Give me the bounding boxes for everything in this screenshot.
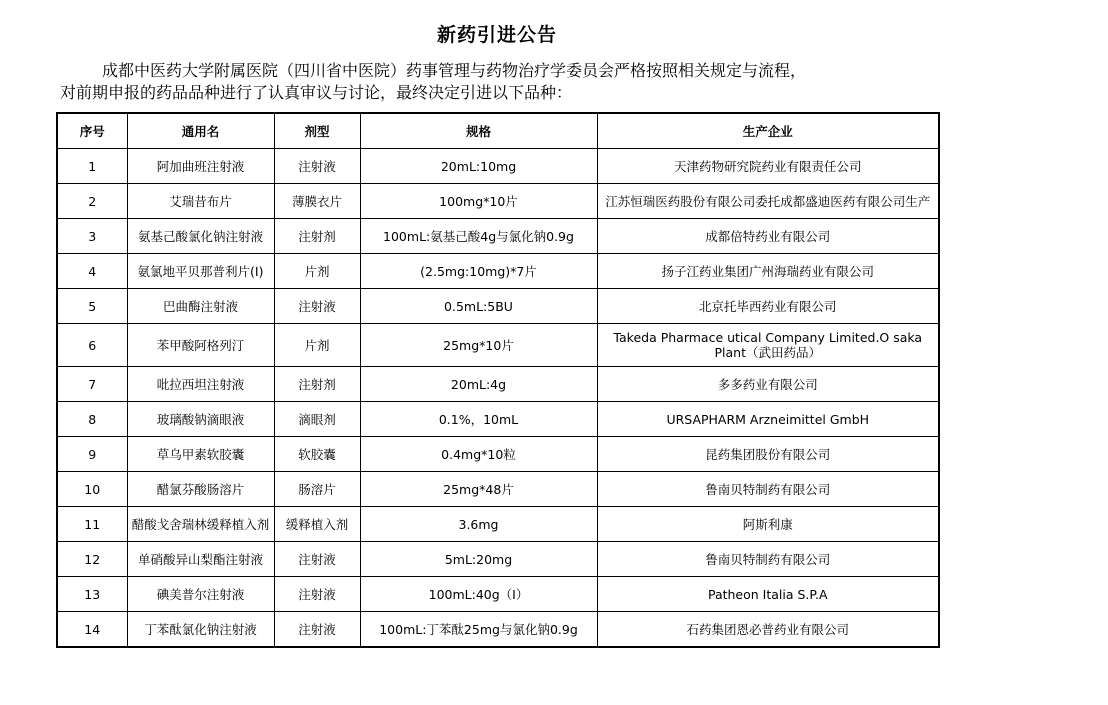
cell-form: 滴眼剂 — [274, 402, 360, 437]
cell-spec: 100mL:丁苯酞25mg与氯化钠0.9g — [360, 612, 597, 648]
cell-no: 2 — [57, 184, 127, 219]
cell-form: 注射液 — [274, 577, 360, 612]
cell-name: 巴曲酶注射液 — [127, 289, 274, 324]
cell-spec: 20mL:4g — [360, 367, 597, 402]
table-row — [57, 472, 939, 507]
table-row — [57, 149, 939, 184]
cell-no: 6 — [57, 324, 127, 367]
cell-spec: 20mL:10mg — [360, 149, 597, 184]
table-row — [57, 289, 939, 324]
cell-name: 丁苯酞氯化钠注射液 — [127, 612, 274, 648]
cell-spec: 3.6mg — [360, 507, 597, 542]
cell-no: 14 — [57, 612, 127, 648]
cell-form: 注射液 — [274, 289, 360, 324]
cell-manufacturer: 北京托毕西药业有限公司 — [597, 289, 939, 324]
header-form: 剂型 — [274, 113, 360, 149]
cell-form: 注射液 — [274, 612, 360, 648]
cell-name: 阿加曲班注射液 — [127, 149, 274, 184]
page-title: 新药引进公告 — [436, 24, 557, 46]
cell-form: 薄膜衣片 — [274, 184, 360, 219]
cell-manufacturer: 扬子江药业集团广州海瑞药业有限公司 — [597, 254, 939, 289]
cell-spec: 25mg*48片 — [360, 472, 597, 507]
cell-manufacturer: Patheon Italia S.P.A — [597, 577, 939, 612]
cell-manufacturer: 江苏恒瑞医药股份有限公司委托成都盛迪医药有限公司生产 — [597, 184, 939, 219]
drug-table — [56, 112, 940, 648]
table-row — [57, 507, 939, 542]
header-no: 序号 — [57, 113, 127, 149]
cell-manufacturer: URSAPHARM Arzneimittel GmbH — [597, 402, 939, 437]
cell-spec: 100mg*10片 — [360, 184, 597, 219]
cell-manufacturer: 鲁南贝特制药有限公司 — [597, 542, 939, 577]
header-spec: 规格 — [360, 113, 597, 149]
cell-form: 缓释植入剂 — [274, 507, 360, 542]
cell-no: 4 — [57, 254, 127, 289]
cell-spec: 25mg*10片 — [360, 324, 597, 367]
table-row — [57, 219, 939, 254]
cell-spec: 100mL:40g（I） — [360, 577, 597, 612]
cell-form: 肠溶片 — [274, 472, 360, 507]
cell-manufacturer: Takeda Pharmace utical Company Limited.O saka Plant（武田药品） — [597, 324, 939, 367]
cell-name: 碘美普尔注射液 — [127, 577, 274, 612]
cell-form: 片剂 — [274, 254, 360, 289]
cell-form: 片剂 — [274, 324, 360, 367]
cell-manufacturer: 石药集团恩必普药业有限公司 — [597, 612, 939, 648]
table-row — [57, 324, 939, 367]
cell-name: 单硝酸异山梨酯注射液 — [127, 542, 274, 577]
cell-name: 草乌甲素软胶囊 — [127, 437, 274, 472]
cell-name: 醋氯芬酸肠溶片 — [127, 472, 274, 507]
table-row — [57, 577, 939, 612]
cell-form: 注射剂 — [274, 219, 360, 254]
cell-name: 吡拉西坦注射液 — [127, 367, 274, 402]
cell-form: 注射剂 — [274, 367, 360, 402]
intro-line-2: 对前期申报的药品品种进行了认真审议与讨论，最终决定引进以下品种： — [60, 83, 573, 102]
header-manufacturer: 生产企业 — [597, 113, 939, 149]
cell-spec: 0.5mL:5BU — [360, 289, 597, 324]
cell-no: 7 — [57, 367, 127, 402]
cell-no: 11 — [57, 507, 127, 542]
cell-name: 玻璃酸钠滴眼液 — [127, 402, 274, 437]
cell-name: 苯甲酸阿格列汀 — [127, 324, 274, 367]
cell-no: 3 — [57, 219, 127, 254]
cell-form: 软胶囊 — [274, 437, 360, 472]
cell-no: 1 — [57, 149, 127, 184]
table-row — [57, 367, 939, 402]
table-row — [57, 402, 939, 437]
cell-form: 注射液 — [274, 149, 360, 184]
cell-name: 艾瑞昔布片 — [127, 184, 274, 219]
cell-manufacturer: 昆药集团股份有限公司 — [597, 437, 939, 472]
cell-no: 12 — [57, 542, 127, 577]
cell-no: 8 — [57, 402, 127, 437]
cell-no: 10 — [57, 472, 127, 507]
cell-name: 醋酸戈舍瑞林缓释植入剂 — [127, 507, 274, 542]
cell-name: 氨基己酸氯化钠注射液 — [127, 219, 274, 254]
cell-no: 9 — [57, 437, 127, 472]
cell-name: 氨氯地平贝那普利片(Ⅰ) — [127, 254, 274, 289]
cell-spec: 5mL:20mg — [360, 542, 597, 577]
cell-spec: 100mL:氨基己酸4g与氯化钠0.9g — [360, 219, 597, 254]
cell-no: 5 — [57, 289, 127, 324]
intro-line-1: 成都中医药大学附属医院（四川省中医院）药事管理与药物治疗学委员会严格按照相关规定与流程， — [102, 61, 807, 80]
cell-spec: 0.4mg*10粒 — [360, 437, 597, 472]
intro-paragraph — [60, 60, 960, 104]
cell-no: 13 — [57, 577, 127, 612]
cell-manufacturer: 鲁南贝特制药有限公司 — [597, 472, 939, 507]
cell-manufacturer: 成都倍特药业有限公司 — [597, 219, 939, 254]
cell-manufacturer: 天津药物研究院药业有限责任公司 — [597, 149, 939, 184]
cell-manufacturer: 阿斯利康 — [597, 507, 939, 542]
table-row — [57, 184, 939, 219]
cell-spec: 0.1%，10mL — [360, 402, 597, 437]
cell-manufacturer: 多多药业有限公司 — [597, 367, 939, 402]
table-row — [57, 254, 939, 289]
table-header-row — [57, 113, 939, 149]
table-row — [57, 437, 939, 472]
table-row — [57, 542, 939, 577]
header-name: 通用名 — [127, 113, 274, 149]
table-row — [57, 612, 939, 648]
cell-form: 注射液 — [274, 542, 360, 577]
cell-spec: (2.5mg:10mg)*7片 — [360, 254, 597, 289]
